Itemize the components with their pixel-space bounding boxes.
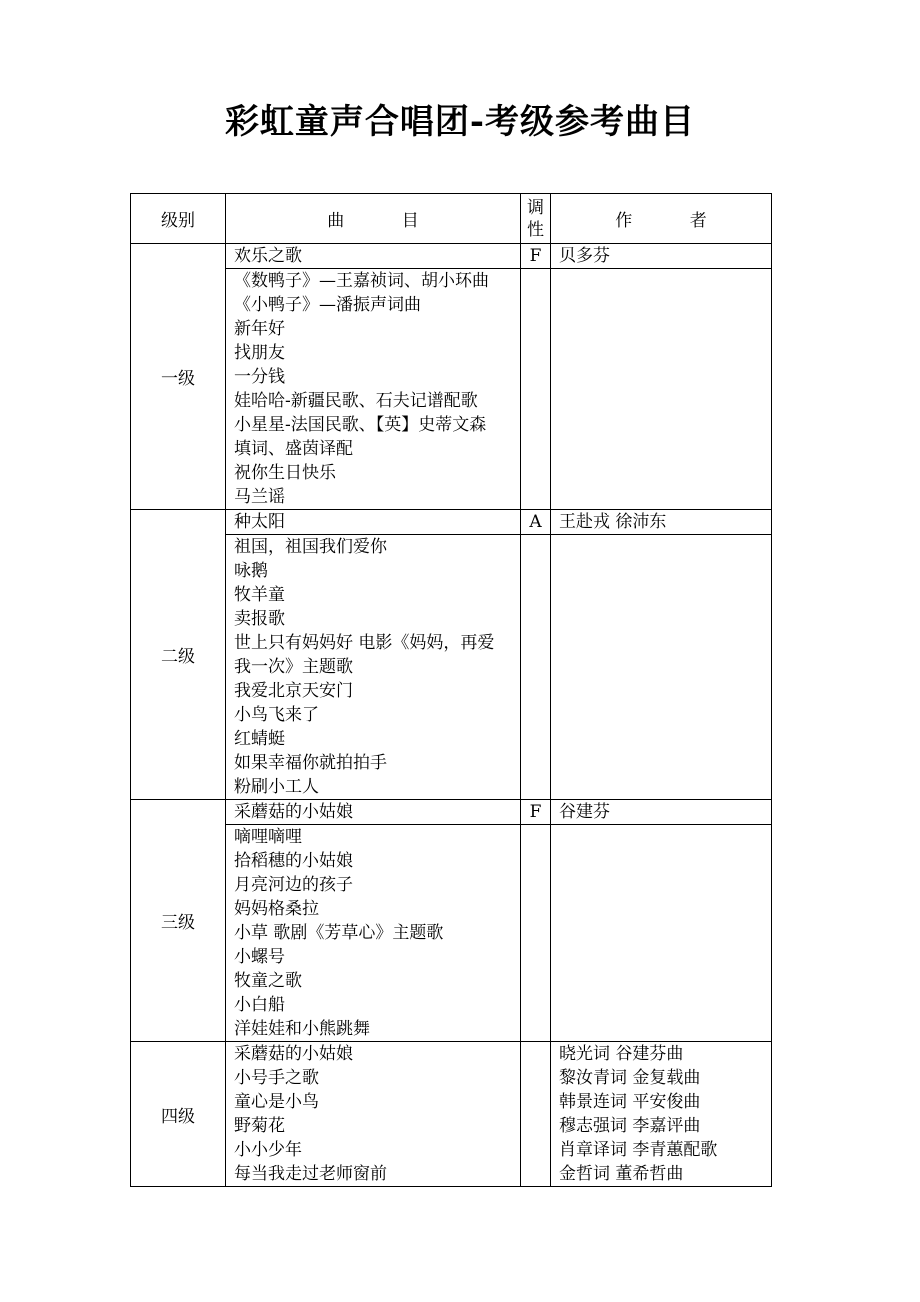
table-row [131, 1042, 772, 1187]
song-title: 娃哈哈-新疆民歌、石夫记谱配歌 [234, 391, 478, 411]
song-title: 世上只有妈妈好 电影《妈妈，再爱 [234, 633, 495, 653]
table-row [131, 800, 772, 825]
song-title: 每当我走过老师窗前 [234, 1164, 387, 1184]
header-key [521, 194, 551, 244]
first-song-cell [226, 244, 521, 269]
song-title: 我爱北京天安门 [234, 681, 353, 701]
song-title: 童心是小鸟 [234, 1092, 319, 1112]
song-title: 新年好 [234, 319, 285, 339]
song-author: 黎汝青词 金复载曲 [559, 1068, 701, 1088]
key-cell-empty [521, 269, 551, 510]
key-cell [521, 244, 551, 269]
header-song: 曲 目 [226, 194, 521, 244]
song-title: 野菊花 [234, 1116, 285, 1136]
author-cell-empty [551, 825, 772, 1042]
level-cell: 三级 [131, 800, 226, 1042]
song-author: 肖章译词 李青蕙配歌 [559, 1140, 718, 1160]
song-title: 填词、盛茵译配 [234, 439, 353, 459]
author-cell-empty [551, 269, 772, 510]
key-cell-empty [521, 825, 551, 1042]
table-header-row [131, 194, 772, 244]
song-list-cell [226, 1042, 521, 1187]
song-title: 小草 歌剧《芳草心》主题歌 [234, 923, 444, 943]
song-title: 祖国，祖国我们爱你 [234, 537, 387, 557]
song-author: 晓光词 谷建芬曲 [559, 1044, 684, 1064]
author-list-cell [551, 1042, 772, 1187]
table-body [131, 244, 772, 1187]
author-cell [551, 510, 772, 535]
repertoire-table [130, 193, 772, 1187]
song-title: 卖报歌 [234, 609, 285, 629]
song-author: 王赴戎 徐沛东 [559, 512, 667, 532]
song-title: 小白船 [234, 995, 285, 1015]
table-row [131, 510, 772, 535]
song-key: F [529, 802, 542, 822]
song-title: 月亮河边的孩子 [234, 875, 353, 895]
song-title: 小号手之歌 [234, 1068, 319, 1088]
song-key: A [529, 512, 542, 532]
first-song-cell [226, 800, 521, 825]
song-author: 贝多芬 [559, 246, 610, 266]
song-title: 马兰谣 [234, 487, 285, 507]
song-title: 粉刷小工人 [234, 777, 319, 797]
table-row [131, 825, 772, 1042]
song-title: 欢乐之歌 [234, 246, 302, 266]
first-song-cell [226, 510, 521, 535]
song-author: 穆志强词 李嘉评曲 [559, 1116, 701, 1136]
song-title: 如果幸福你就拍拍手 [234, 753, 387, 773]
song-title: 咏鹅 [234, 561, 268, 581]
header-key-text: 调性 [527, 197, 544, 240]
song-key: F [529, 246, 542, 266]
author-cell [551, 800, 772, 825]
header-author: 作 者 [551, 194, 772, 244]
song-title: 小鸟飞来了 [234, 705, 319, 725]
level-cell: 二级 [131, 510, 226, 800]
song-title: 种太阳 [234, 512, 285, 532]
page-title: 彩虹童声合唱团-考级参考曲目 [224, 102, 696, 142]
song-title: 小星星-法国民歌、【英】史蒂文森 [234, 415, 487, 435]
level-cell: 一级 [131, 244, 226, 510]
key-cell-empty [521, 1042, 551, 1187]
song-title: 嘀哩嘀哩 [234, 827, 302, 847]
song-title: 一分钱 [234, 367, 285, 387]
song-title: 红蜻蜓 [234, 729, 285, 749]
song-list-cell [226, 535, 521, 800]
song-title: 牧童之歌 [234, 971, 302, 991]
song-title: 找朋友 [234, 343, 285, 363]
song-author: 韩景连词 平安俊曲 [559, 1092, 701, 1112]
header-level: 级别 [131, 194, 226, 244]
author-cell [551, 244, 772, 269]
song-list-cell [226, 825, 521, 1042]
song-title: 小螺号 [234, 947, 285, 967]
key-cell [521, 800, 551, 825]
table-row [131, 535, 772, 800]
author-cell-empty [551, 535, 772, 800]
song-title: 洋娃娃和小熊跳舞 [234, 1019, 370, 1039]
song-list-cell [226, 269, 521, 510]
song-title: 小小少年 [234, 1140, 302, 1160]
song-title: 牧羊童 [234, 585, 285, 605]
level-cell: 四级 [131, 1042, 226, 1187]
song-title: 妈妈格桑拉 [234, 899, 319, 919]
table-row [131, 269, 772, 510]
song-title: 《小鸭子》—潘振声词曲 [234, 295, 421, 315]
song-author: 谷建芬 [559, 802, 610, 822]
song-title: 《数鸭子》—王嘉祯词、胡小环曲 [234, 271, 489, 291]
song-title: 采蘑菇的小姑娘 [234, 1044, 353, 1064]
song-author: 金哲词 董希哲曲 [559, 1164, 684, 1184]
key-cell [521, 510, 551, 535]
song-title: 祝你生日快乐 [234, 463, 336, 483]
song-title: 我一次》主题歌 [234, 657, 353, 677]
key-cell-empty [521, 535, 551, 800]
song-title: 拾稻穗的小姑娘 [234, 851, 353, 871]
song-title: 采蘑菇的小姑娘 [234, 802, 353, 822]
table-row [131, 244, 772, 269]
